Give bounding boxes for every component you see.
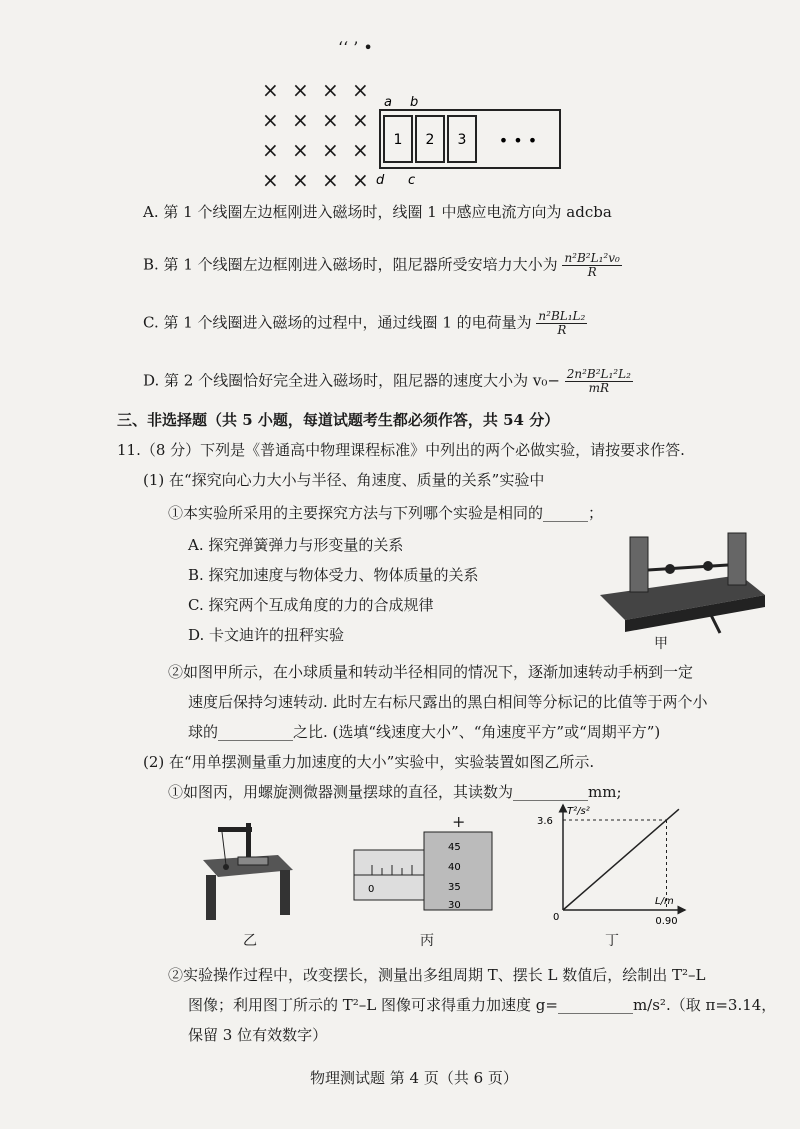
left-sleeve bbox=[630, 537, 648, 592]
corner-c: c bbox=[408, 173, 416, 188]
field-cross-icon: × bbox=[352, 108, 369, 132]
field-cross-icon: × bbox=[292, 168, 309, 192]
option-b-fraction bbox=[562, 252, 621, 279]
figure-ding-caption: 丁 bbox=[605, 933, 619, 949]
pendulum-bob bbox=[223, 864, 229, 870]
coil-ellipsis: • • • bbox=[498, 131, 538, 150]
option-a: A. 第 1 个线圈左边框刚进入磁场时，线圈 1 中感应电流方向为 adcba bbox=[143, 203, 612, 221]
chart-x-tick-0.90: 0.90 bbox=[655, 916, 678, 925]
chart-y-label: T²/s² bbox=[567, 806, 590, 817]
stand-base bbox=[238, 857, 268, 865]
page-footer: 物理测试题 第 4 页（共 6 页） bbox=[310, 1069, 518, 1087]
part2-question2-line1: ②实验操作过程中，改变摆长，测量出多组周期 T、摆长 L 数值后，绘制出 T²–L bbox=[168, 966, 706, 984]
choice-d: D. 卡文迪许的扭秤实验 bbox=[188, 626, 345, 644]
field-cross-icon: × bbox=[262, 78, 279, 102]
choice-c: C. 探究两个互成角度的力的合成规律 bbox=[188, 596, 434, 614]
thimble-label-45: 45 bbox=[448, 842, 461, 853]
field-cross-icon: × bbox=[322, 108, 339, 132]
part2-title: (2) 在“用单摆测量重力加速度的大小”实验中，实验装置如图乙所示. bbox=[143, 753, 595, 771]
option-b bbox=[143, 252, 622, 279]
field-cross-icon: × bbox=[352, 168, 369, 192]
option-d-fraction bbox=[565, 368, 633, 395]
field-cross-icon: × bbox=[322, 168, 339, 192]
table-leg-right bbox=[280, 870, 290, 915]
figure-bing-caption: 丙 bbox=[420, 933, 434, 949]
top-marks: ‘‘ ’ • bbox=[338, 38, 373, 57]
chart-x-label: L/m bbox=[655, 896, 674, 907]
field-cross-icon: × bbox=[262, 138, 279, 162]
coil-label-3: 3 bbox=[457, 132, 467, 148]
field-cross-icon: × bbox=[292, 78, 309, 102]
option-b-den: R bbox=[587, 265, 597, 279]
figure-yi-pendulum bbox=[198, 815, 298, 925]
chart-y-tick-3.6: 3.6 bbox=[537, 816, 553, 827]
field-cross-icon: × bbox=[292, 108, 309, 132]
field-cross-icon: × bbox=[322, 138, 339, 162]
option-d-num: 2n²B²L₁²L₂ bbox=[566, 367, 631, 381]
sleeve-zero: 0 bbox=[368, 884, 375, 895]
corner-d: d bbox=[376, 173, 385, 188]
q11-intro: 11.（8 分）下列是《普通高中物理课程标准》中列出的两个必做实验，请按要求作答. bbox=[117, 441, 685, 459]
field-cross-icon: × bbox=[352, 78, 369, 102]
ball-right bbox=[703, 561, 713, 571]
option-d-den: mR bbox=[588, 381, 610, 395]
crank-handle bbox=[710, 613, 720, 633]
field-cross-icon: × bbox=[322, 78, 339, 102]
field-cross-icon: × bbox=[292, 138, 309, 162]
field-cross-icon: × bbox=[352, 138, 369, 162]
part1-title: (1) 在“探究向心力大小与半径、角速度、质量的关系”实验中 bbox=[143, 471, 545, 489]
option-b-text: B. 第 1 个线圈左边框刚进入磁场时，阻尼器所受安培力大小为 bbox=[143, 255, 558, 274]
option-c-den: R bbox=[557, 323, 567, 337]
figure-jia-apparatus bbox=[590, 525, 770, 645]
field-cross-icon: × bbox=[262, 168, 279, 192]
thimble-label-40: 40 bbox=[448, 862, 461, 873]
part1-question2-line3: 球的__________之比. (选填“线速度大小”、“角速度平方”或“周期平方”) bbox=[188, 723, 661, 741]
coil-label-2: 2 bbox=[425, 132, 435, 148]
option-c-text: C. 第 1 个线圈进入磁场的过程中，通过线圈 1 的电荷量为 bbox=[143, 313, 532, 332]
option-d bbox=[143, 368, 633, 395]
chart-x-tick-0: 0 bbox=[553, 912, 560, 923]
table-leg-left bbox=[206, 875, 216, 920]
option-c bbox=[143, 310, 587, 337]
corner-b: b bbox=[410, 95, 419, 110]
choice-a: A. 探究弹簧弹力与形变量的关系 bbox=[188, 536, 404, 554]
choice-b: B. 探究加速度与物体受力、物体质量的关系 bbox=[188, 566, 479, 584]
stand-arm bbox=[218, 827, 252, 832]
damper-coils-diagram bbox=[370, 92, 570, 192]
part1-question2-line2: 速度后保持匀速转动. 此时左右标尺露出的黑白相间等分标记的比值等于两个小 bbox=[188, 693, 708, 711]
option-d-text: D. 第 2 个线圈恰好完全进入磁场时，阻尼器的速度大小为 v₀− bbox=[143, 371, 560, 390]
corner-a: a bbox=[384, 95, 392, 110]
part2-question2-line2: 图像；利用图丁所示的 T²–L 图像可求得重力加速度 g=__________m/s².（取 π=3.14， bbox=[188, 996, 777, 1014]
thimble-label-30: 30 bbox=[448, 900, 461, 911]
figure-ding-chart bbox=[535, 800, 695, 925]
field-cross-icon: × bbox=[262, 108, 279, 132]
chart-series-line bbox=[563, 809, 679, 910]
micrometer-plus: + bbox=[452, 812, 466, 831]
ball-left bbox=[665, 564, 675, 574]
part2-question2-line3: 保留 3 位有效数字） bbox=[188, 1026, 328, 1044]
right-sleeve bbox=[728, 533, 746, 585]
option-b-num: n²B²L₁²v₀ bbox=[564, 251, 620, 265]
figure-yi-caption: 乙 bbox=[243, 933, 257, 949]
part1-question2-line1: ②如图甲所示，在小球质量和转动半径相同的情况下，逐渐加速转动手柄到一定 bbox=[168, 663, 694, 681]
option-c-fraction bbox=[536, 310, 587, 337]
rotating-arm bbox=[648, 565, 728, 570]
figure-bing-micrometer bbox=[352, 830, 502, 915]
part1-question1: ①本实验所采用的主要探究方法与下列哪个实验是相同的______； bbox=[168, 504, 604, 522]
section-title: 三、非选择题（共 5 小题，每道试题考生都必须作答，共 54 分） bbox=[117, 411, 560, 429]
coil-label-1: 1 bbox=[393, 132, 403, 148]
option-c-num: n²BL₁L₂ bbox=[538, 309, 586, 323]
figure-jia-caption: 甲 bbox=[654, 636, 668, 652]
thimble-label-35: 35 bbox=[448, 882, 461, 893]
part2-question1: ①如图丙，用螺旋测微器测量摆球的直径，其读数为__________mm; bbox=[168, 783, 622, 801]
